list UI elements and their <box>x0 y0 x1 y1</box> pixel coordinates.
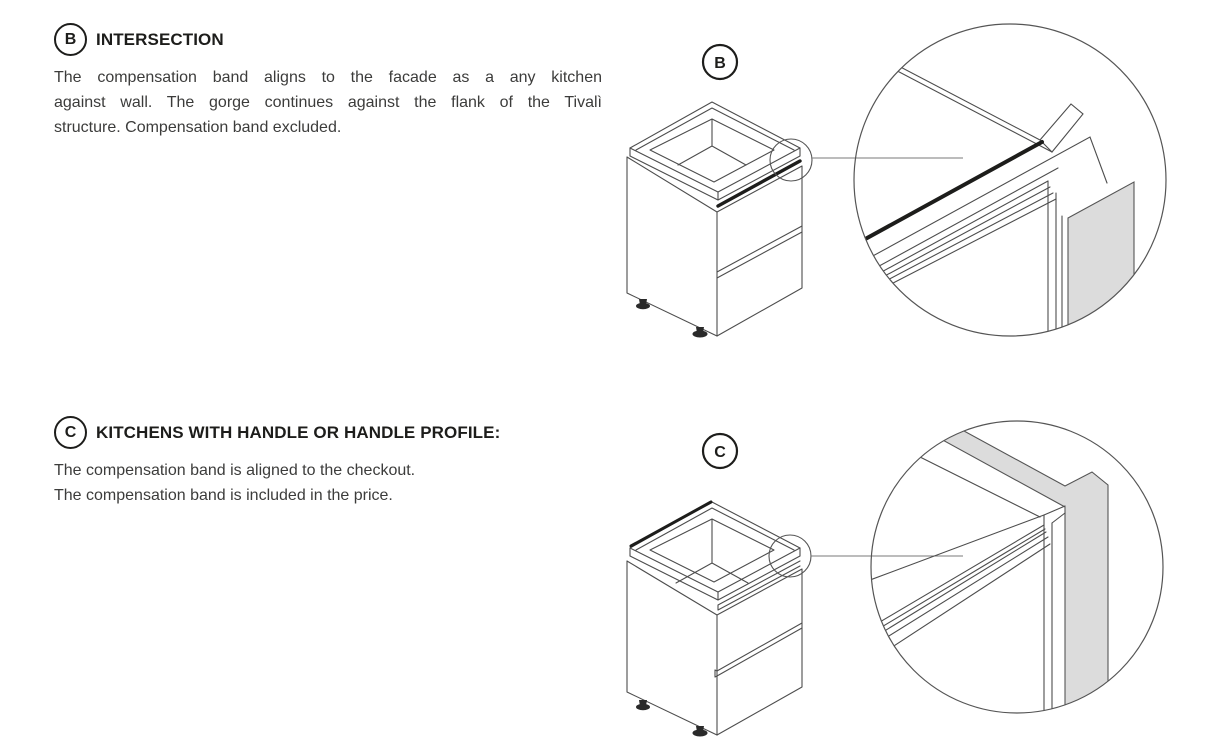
section-c-heading <box>54 416 602 449</box>
section-c-callout-letter: C <box>64 423 77 441</box>
figure-handle-profile-drawing <box>610 415 1209 737</box>
cabinet-two-drawers-drawing <box>627 102 812 338</box>
figure-b-callout <box>703 45 737 79</box>
detail-view-gorge-flank <box>837 24 1166 342</box>
detail-gorge-groove-lines <box>868 525 1048 644</box>
section-c-body-line: The compensation band is included in the price. <box>54 487 393 504</box>
zoom-source-circle <box>769 535 811 577</box>
section-b-body-line: structure. Compensation band excluded. <box>54 119 342 136</box>
figure-c-callout-letter: C <box>714 444 726 461</box>
section-b-body-line: The compensation band aligns to the facade as a any kitchen <box>54 69 602 86</box>
section-b-title: INTERSECTION <box>96 29 224 49</box>
section-intersection <box>54 23 602 140</box>
detail-recess-line <box>850 168 1058 282</box>
section-b-body-line: against wall. The gorge continues against the flank of the Tivalì <box>54 94 602 111</box>
gorge-dark-band <box>718 161 800 206</box>
figure-intersection-drawing <box>610 20 1209 350</box>
section-c-title: KITCHENS WITH HANDLE OR HANDLE PROFILE: <box>96 422 501 442</box>
section-c-body-line: The compensation band is aligned to the checkout. <box>54 462 416 479</box>
zoom-source-circle <box>770 139 812 181</box>
rim-back-inner-edge <box>636 108 794 150</box>
detail-back-rim-line <box>882 63 1052 152</box>
flank-panel-gray <box>1068 182 1134 342</box>
section-b-heading <box>54 23 602 56</box>
detail-corner-edges <box>1044 506 1065 523</box>
adjustable-feet <box>636 700 708 737</box>
handle-profile-rail-middle <box>715 623 802 677</box>
section-b-callout-circle <box>54 23 87 56</box>
detail-back-rim-line <box>870 51 1040 140</box>
rim-back-outer-edge <box>630 102 800 148</box>
compensation-band-gray <box>908 415 1108 725</box>
figure-c-callout <box>703 434 737 468</box>
cabinet-handle-profile-drawing <box>627 502 811 737</box>
drawer-face <box>717 166 802 336</box>
rim-front-bottom-edge <box>630 156 800 200</box>
rim-thickness-edges <box>630 548 800 600</box>
section-kitchens-with-handle <box>54 416 602 508</box>
cabinet-interior-edges <box>676 519 748 583</box>
detail-vertical-edges <box>1048 181 1062 340</box>
section-c-callout-circle <box>54 416 87 449</box>
figure-b-callout-letter: B <box>714 55 726 72</box>
drawer-divider-gap <box>717 226 802 278</box>
section-b-callout-letter: B <box>64 30 77 48</box>
detail-drawer-top-profile-lines <box>837 181 1056 312</box>
detail-front-edge <box>862 515 1044 583</box>
detail-drawer-top-edge <box>880 544 1050 655</box>
cabinet-interior-edges <box>678 119 746 165</box>
adjustable-feet <box>636 299 708 338</box>
side-panel <box>627 157 717 336</box>
detail-view-compensation-band <box>862 415 1163 725</box>
